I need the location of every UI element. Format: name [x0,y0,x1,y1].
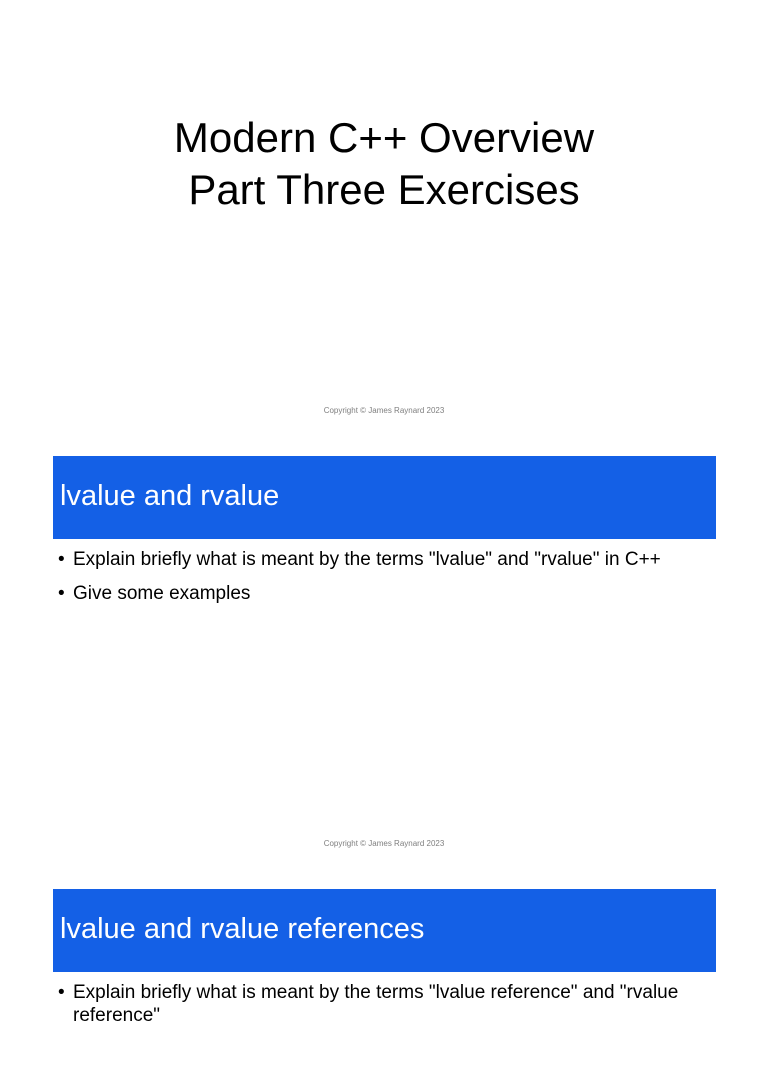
slide-header-title: lvalue and rvalue [60,479,280,512]
slide-header-bar [53,456,716,539]
bullet-item [58,548,698,571]
lvalue-rvalue-references-slide [0,866,768,1066]
copyright-notice: Copyright © James Raynard 2023 [323,406,445,415]
slide-title [0,112,768,216]
bullet-glyph: • [58,583,65,604]
lvalue-rvalue-slide [0,433,768,866]
bullet-text: Explain briefly what is meant by the terms "lvalue" and "rvalue" in C++ [73,549,661,570]
bullet-glyph: • [58,549,65,570]
bullet-text: Explain briefly what is meant by the terms "lvalue reference" and "rvalue reference" [73,982,679,1026]
bullet-list [58,548,698,616]
slide-header-title: lvalue and rvalue references [60,912,425,945]
slide-header-bar [53,889,716,972]
bullet-list [58,981,698,1038]
bullet-text: Give some examples [73,583,251,604]
bullet-item [58,582,698,605]
title-slide [0,0,768,432]
title-line-2: Part Three Exercises [188,166,580,213]
copyright-notice: Copyright © James Raynard 2023 [323,839,445,848]
title-line-1: Modern C++ Overview [173,114,595,161]
bullet-glyph: • [58,982,65,1003]
bullet-item [58,981,698,1027]
